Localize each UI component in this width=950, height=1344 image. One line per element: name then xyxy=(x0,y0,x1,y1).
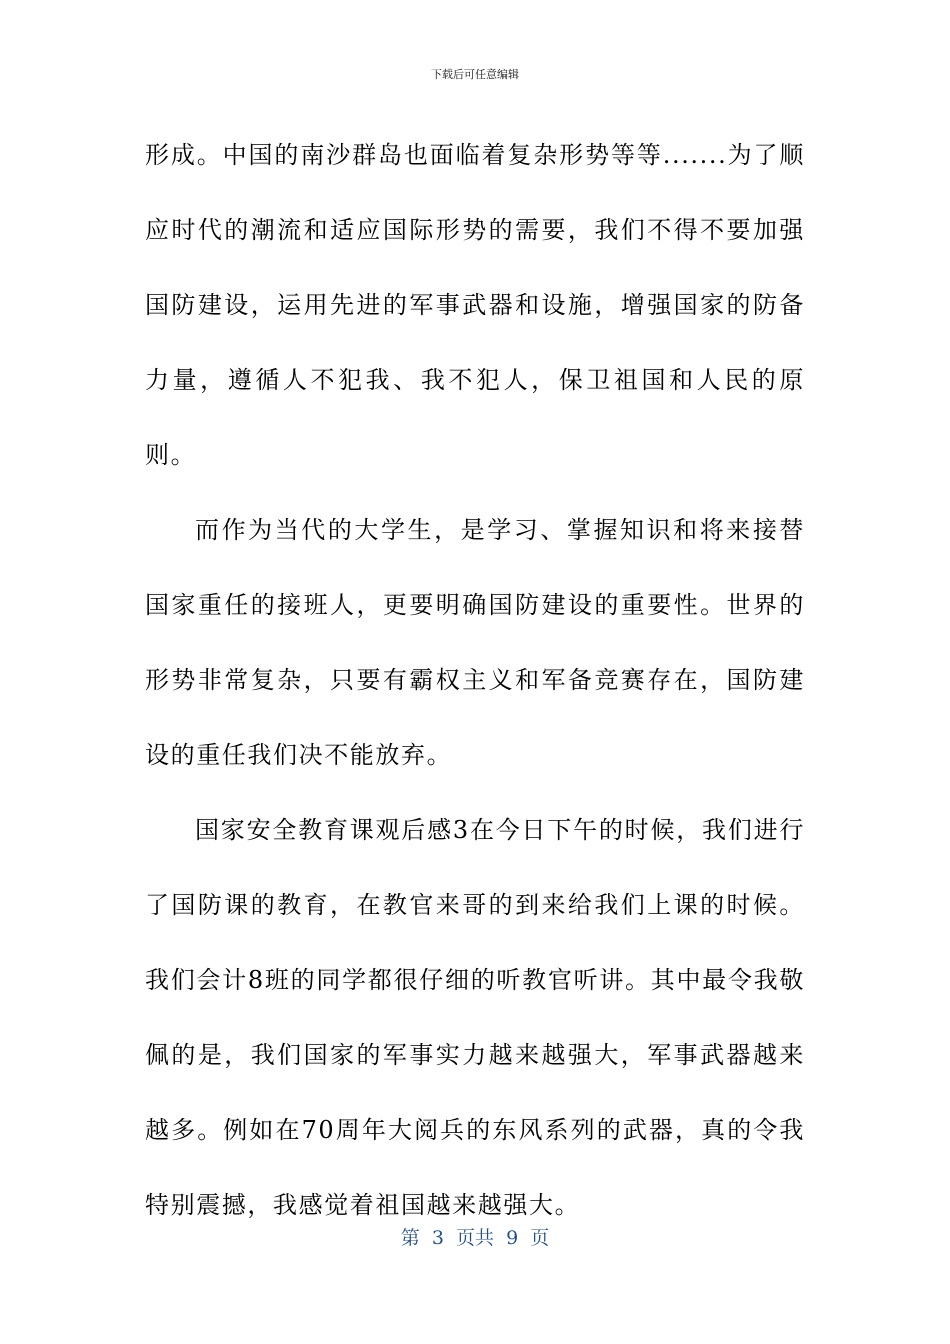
page-header: 下载后可任意编辑 xyxy=(431,68,519,81)
paragraph-1: 形成。中国的南沙群岛也面临着复杂形势等等.......为了顺应时代的潮流和适应国际形势的需要，我们不得不要加强国防建设，运用先进的军事武器和设施，增强国家的防备力量，遵循人不犯我、我不犯人，保卫祖国和人民的原则。 xyxy=(145,141,805,469)
paragraph-2: 而作为当代的大学生，是学习、掌握知识和将来接替国家重任的接班人，更要明确国防建设的重要性。世界的形势非常复杂，只要有霸权主义和军备竞赛存在，国防建设的重任我们决不能放弃。 xyxy=(145,516,805,769)
paragraph-3: 国家安全教育课观后感3在今日下午的时候，我们进行了国防课的教育，在教官来哥的到来给我们上课的时候。我们会计8班的同学都很仔细的听教官听讲。其中最令我敬佩的是，我们国家的军事实力越来越强大，军事武器越来越多。例如在70周年大阅兵的东风系列的武器，真的令我特别震撼，我感觉着祖国越来越强大。 xyxy=(145,816,805,1219)
page-number-footer: 第 3 页共 9 页 xyxy=(400,1227,550,1249)
document-body xyxy=(145,118,805,1243)
